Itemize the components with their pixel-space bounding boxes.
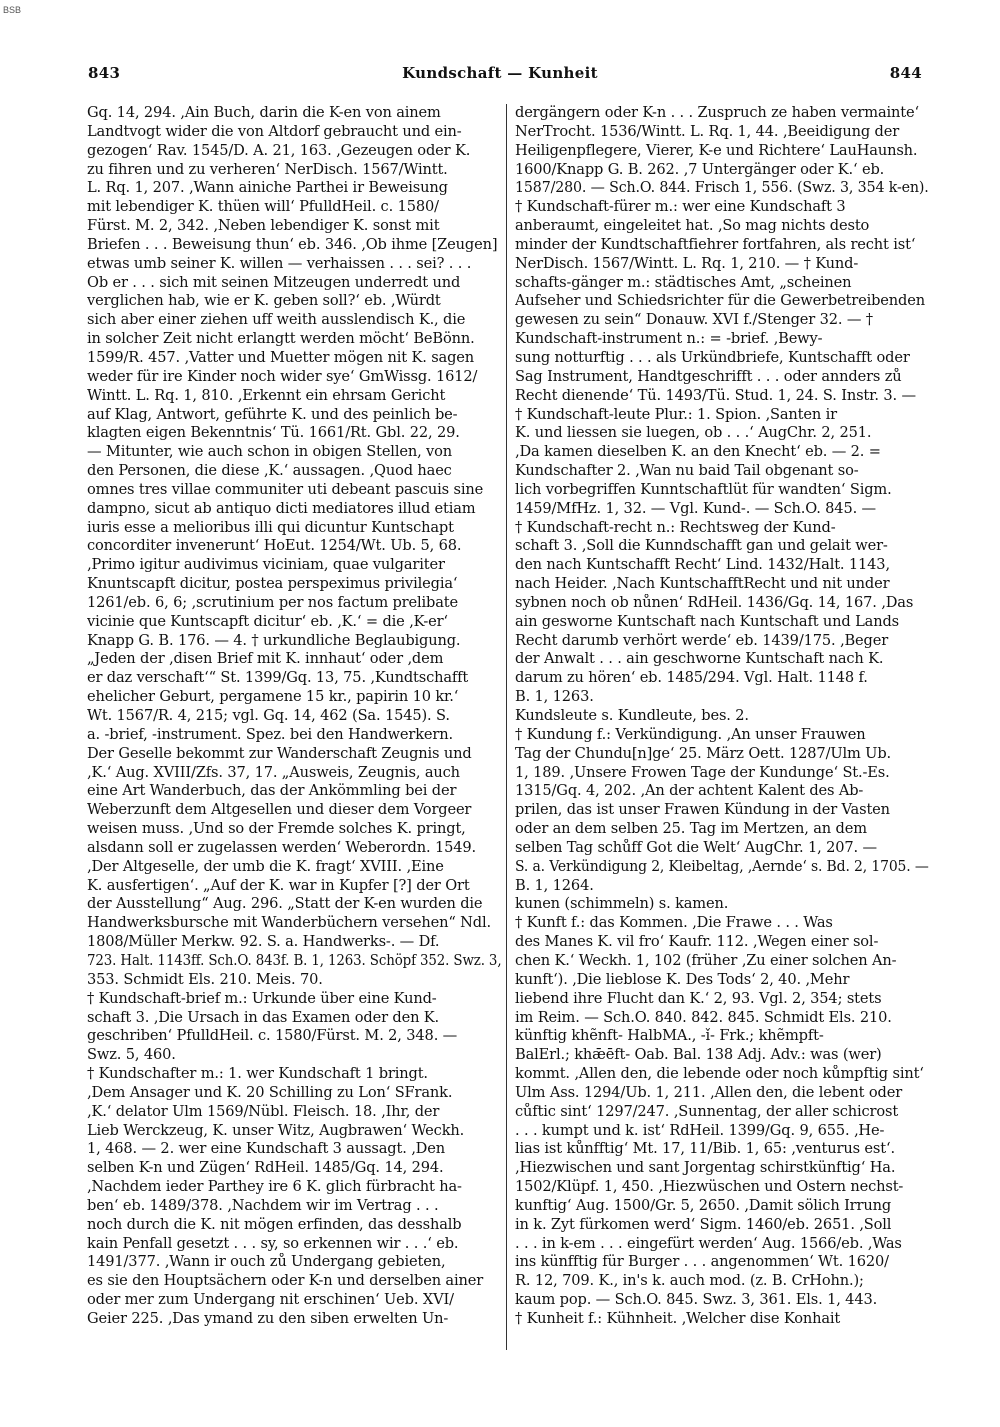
text-line: schaft 3. ‚Soll die Kunndschafft gan und gelait wer- <box>515 537 888 555</box>
text-line: † Kundschaft-brief m.: Urkunde über eine Kund- <box>87 989 437 1007</box>
text-line: in k. Zyt fürkomen werd‘ Sigm. 1460/eb. 2651. ‚Soll <box>515 1215 892 1233</box>
text-line: † Kundschafter m.: 1. wer Kundschaft 1 bringt. <box>87 1065 428 1083</box>
text-line: klagten eigen Bekenntnis‘ Tü. 1661/Rt. Gbl. 22, 29. <box>87 424 460 442</box>
text-line: es sie den Houptsächern oder K-n und derselben ainer <box>87 1272 484 1290</box>
text-line: NerTrocht. 1536/Wintt. L. Rq. 1, 44. ‚Beeidigung der <box>515 122 900 140</box>
text-line: selben Tag schůff Got die Welt‘ AugChr. 1, 207. — <box>515 838 877 856</box>
text-line: des Manes K. vil fro‘ Kaufr. 112. ‚Wegen einer sol- <box>515 933 879 951</box>
text-line: vicinie que Kuntscapft dicitur‘ eb. ‚K.‘ = die ‚K-er‘ <box>87 612 448 630</box>
text-line: chen K.‘ Weckh. 1, 102 (früher ‚Zu einer solchen An- <box>515 951 897 969</box>
text-line: Kundsleute s. Kundleute, bes. 2. <box>515 707 749 724</box>
text-line: Kundschafter 2. ‚Wan nu baid Tail obgenant so- <box>515 462 859 480</box>
text-line: ‚Hiezwischen und sant Jorgentag schirstkünftig‘ Ha. <box>515 1159 896 1177</box>
text-line: zu fihren und zu verheren‘ NerDisch. 1567/Wintt. <box>87 160 448 178</box>
text-line: S. a. Verkündigung 2, Kleibeltag, ‚Aernde‘ s. Bd. 2, 1705. — <box>515 857 929 875</box>
text-line: 1599/R. 457. ‚Vatter und Muetter mögen nit K. sagen <box>87 348 475 366</box>
text-line: Knuntscapft dicitur, postea perspeximus privilegia‘ <box>87 575 458 593</box>
text-line: Gq. 14, 294. ‚Ain Buch, darin die K-en von ainem <box>87 104 441 121</box>
text-line: K. ausfertigen‘. „Auf der K. war in Kupfer [?] der Ort <box>87 876 470 894</box>
text-line: 353. Schmidt Els. 210. Meis. 70. <box>87 970 323 988</box>
text-line: Handwerksbursche mit Wanderbüchern versehen“ Ndl. <box>87 914 492 932</box>
text-line: 1261/eb. 6, 6; ‚scrutinium per nos factum prelibate <box>87 593 458 611</box>
text-line: dergängern oder K-n . . . Zuspruch ze haben vermainte‘ <box>515 104 919 121</box>
text-line: sich aber einer ziehen uff weith ausslendisch K., die <box>87 311 466 329</box>
text-line: der Ausstellung“ Aug. 296. „Statt der K-en wurden die <box>87 895 483 913</box>
text-line: nach Heider. ‚Nach KuntschafftRecht und nit under <box>515 575 890 593</box>
text-line: Briefen . . . Beweisung thun‘ eb. 346. ‚Ob ihme [Zeugen] <box>87 235 498 253</box>
text-line: weisen muss. ‚Und so der Fremde solches K. pringt, <box>87 820 466 838</box>
text-line: kain Penfall gesetzt . . . sy, so erkennen wir . . .‘ eb. <box>87 1234 459 1252</box>
text-line: Sag Instrument, Handtgeschrifft . . . oder annders zů <box>515 367 902 385</box>
text-line: geschriben‘ PfulldHeil. c. 1580/Fürst. M. 2, 348. — <box>87 1027 458 1045</box>
text-line: Geier 225. ‚Das ymand zu den siben erwelten Un- <box>87 1310 449 1327</box>
text-line: gezogen‘ Rav. 1545/D. A. 21, 163. ‚Gezeugen oder K. <box>87 141 471 159</box>
text-line: mit lebendiger K. thüen will‘ PfulldHeil. c. 1580/ <box>87 198 439 216</box>
text-line: 723. Halt. 1143ff. Sch.O. 843f. B. 1, 1263. Schöpf 352. Swz. 3, <box>87 951 502 969</box>
text-line: 1, 189. ‚Unsere Frowen Tage der Kundunge‘ St.-Es. <box>515 763 890 781</box>
text-line: oder an dem selben 25. Tag im Mertzen, an dem <box>515 820 867 838</box>
text-line: 1600/Knapp G. B. 262. ‚7 Untergänger oder K.‘ eb. <box>515 160 885 178</box>
text-line: cůftic sint‘ 1297/247. ‚Sunnentag, der aller schicrost <box>515 1102 899 1120</box>
text-line: 1491/377. ‚Wann ir ouch zů Undergang gebieten, <box>87 1253 446 1271</box>
text-line: Tag der Chundu[n]ge‘ 25. März Oett. 1287/Ulm Ub. <box>515 744 892 762</box>
right-page-number: 844 <box>889 64 922 82</box>
text-line: 1502/Klüpf. 1, 450. ‚Hiezwüschen und Ostern nechst- <box>515 1178 904 1196</box>
text-line: den Personen, die diese ‚K.‘ aussagen. ‚Quod haec <box>87 462 452 480</box>
left-text-column <box>87 104 501 1329</box>
text-line: gewesen zu sein“ Donauw. XVI f./Stenger 32. — † <box>515 311 873 329</box>
text-line: † Kundung f.: Verkündigung. ‚An unser Frauwen <box>515 725 866 743</box>
text-line: Recht darumb verhört werde‘ eb. 1439/175. ‚Beger <box>515 631 889 649</box>
text-line: kommt. ‚Allen den, die lebende oder noch kůmpftig sint‘ <box>515 1065 924 1083</box>
text-line: kunft‘). ‚Die lieblose K. Des Tods‘ 2, 40. ‚Mehr <box>515 970 850 988</box>
text-line: 1587/280. — Sch.O. 844. Frisch 1, 556. (Swz. 3, 354 k-en). <box>515 179 929 197</box>
text-line: Weberzunft dem Altgesellen und dieser dem Vorgeer <box>87 801 472 819</box>
text-line: ehelicher Geburt, pergamene 15 kr., papirin 10 kr.‘ <box>87 688 459 706</box>
text-line: kunftig‘ Aug. 1500/Gr. 5, 2650. ‚Damit sölich Irrung <box>515 1196 892 1214</box>
text-line: auf Klag, Antwort, geführte K. und des peinlich be- <box>87 405 458 423</box>
text-line: iuris esse a melioribus illi qui dicuntur Kuntschapt <box>87 518 454 536</box>
text-line: ‚Der Altgeselle, der umb die K. fragt‘ XVIII. ‚Eine <box>87 857 444 875</box>
library-stamp: BSB <box>3 5 22 15</box>
text-line: im Reim. — Sch.O. 840. 842. 845. Schmidt Els. 210. <box>515 1008 892 1026</box>
text-line: NerDisch. 1567/Wintt. L. Rq. 1, 210. — † Kund- <box>515 254 859 272</box>
left-page-number: 843 <box>88 64 121 82</box>
text-line: R. 12, 709. K., in's k. auch mod. (z. B. CrHohn.); <box>515 1272 864 1290</box>
text-line: Recht dienende‘ Tü. 1493/Tü. Stud. 1, 24. S. Instr. 3. — <box>515 386 916 404</box>
text-line: noch durch die K. nit mögen erfinden, das desshalb <box>87 1215 462 1233</box>
text-line: ‚K.‘ Aug. XVIII/Zfs. 37, 17. „Ausweis, Zeugnis, auch <box>87 763 460 781</box>
text-line: Ulm Ass. 1294/Ub. 1, 211. ‚Allen den, die lebent oder <box>515 1083 903 1101</box>
text-line: Lieb Werckzeug, K. unser Witz, Augbrawen‘ Weckh. <box>87 1121 465 1139</box>
text-line: anberaumt, eingeleitet hat. ‚So mag nichts desto <box>515 217 870 235</box>
text-line: † Kundschaft-fürer m.: wer eine Kundschaft 3 <box>515 198 846 216</box>
text-line: künftig khẽnft- HalbMA., -ǐ- Frk.; khẽmpft- <box>515 1027 824 1045</box>
text-line: † Kundschaft-leute Plur.: 1. Spion. ‚Santen ir <box>515 405 837 423</box>
text-line: † Kundschaft-recht n.: Rechtsweg der Kund- <box>515 518 836 536</box>
text-line: Fürst. M. 2, 342. ‚Neben lebendiger K. sonst mit <box>87 217 440 235</box>
running-head-title: Kundschaft — Kunheit <box>402 64 598 82</box>
text-line: ‚Dem Ansager und K. 20 Schilling zu Lon‘ SFrank. <box>87 1083 453 1101</box>
text-line: Ob er . . . sich mit seinen Mitzeugen underredt und <box>87 273 461 291</box>
text-line: B. 1, 1263. <box>515 688 594 706</box>
text-line: Aufseher und Schiedsrichter für die Gewerbetreibenden <box>515 292 925 310</box>
text-line: weder für ire Kinder noch wider sye‘ GmWissg. 1612/ <box>87 367 478 385</box>
text-line: † Kunft f.: das Kommen. ‚Die Frawe . . . Was <box>515 914 833 932</box>
text-line: „Jeden der ‚disen Brief mit K. innhaut‘ oder ‚dem <box>87 650 444 668</box>
text-line: darum zu hören‘ eb. 1485/294. Vgl. Halt. 1148 f. <box>515 669 868 687</box>
text-line: Der Geselle bekommt zur Wanderschaft Zeugnis und <box>87 744 472 762</box>
text-line: ins künfftig für Burger . . . angenommen‘ Wt. 1620/ <box>515 1253 889 1271</box>
text-line: sybnen noch ob nůnen‘ RdHeil. 1436/Gq. 14, 167. ‚Das <box>515 593 914 611</box>
text-line: Heiligenpflegere, Vierer, K-e und Richtere‘ LauHaunsh. <box>515 141 918 159</box>
text-line: Swz. 5, 460. <box>87 1046 176 1064</box>
text-line: 1315/Gq. 4, 202. ‚An der achtent Kalent des Ab- <box>515 782 864 800</box>
text-line: L. Rq. 1, 207. ‚Wann ainiche Parthei ir Beweisung <box>87 179 448 197</box>
text-line: der Anwalt . . . ain geschworne Kuntschaft nach K. <box>515 650 884 668</box>
text-line: dampno, sicut ab antiquo dicti mediatores illud etiam <box>87 499 476 517</box>
text-line: — Mitunter, wie auch schon in obigen Stellen, von <box>87 443 453 461</box>
text-line: † Kunheit f.: Kühnheit. ‚Welcher dise Konhait <box>515 1310 841 1327</box>
text-line: ain gesworne Kuntschaft nach Kuntschaft und Lands <box>515 612 899 630</box>
text-line: ben‘ eb. 1489/378. ‚Nachdem wir im Vertrag . . . <box>87 1196 439 1214</box>
text-line: ‚Da kamen dieselben K. an den Knecht‘ eb. — 2. = <box>515 443 881 461</box>
text-line: 1459/MfHz. 1, 32. — Vgl. Kund-. — Sch.O. 845. — <box>515 499 877 517</box>
text-line: K. und liessen sie luegen, ob . . .‘ AugChr. 2, 251. <box>515 424 872 442</box>
text-line: prilen, das ist unser Frawen Kündung in der Vasten <box>515 801 890 819</box>
text-line: BalErl.; khǣēft- Oab. Bal. 138 Adj. Adv.: was (wer) <box>515 1046 882 1064</box>
text-line: verglichen hab, wie er K. geben soll?‘ eb. ‚Würdt <box>87 292 441 310</box>
text-line: in solcher Zeit nicht erlangtt werden möcht‘ BeBönn. <box>87 330 475 348</box>
text-line: kaum pop. — Sch.O. 845. Swz. 3, 361. Els. 1, 443. <box>515 1291 878 1309</box>
text-line: 1808/Müller Merkw. 92. S. a. Handwerks-. — Df. <box>87 933 440 951</box>
text-line: ‚Nachdem ieder Parthey ire 6 K. glich fürbracht ha- <box>87 1178 462 1196</box>
text-line: omnes tres villae communiter uti debeant pascuis sine <box>87 480 484 498</box>
text-line: 1, 468. — 2. wer eine Kundschaft 3 aussagt. ‚Den <box>87 1140 445 1158</box>
text-line: . . . in k-em . . . eingefürt werden‘ Aug. 1566/eb. ‚Was <box>515 1234 902 1252</box>
column-divider <box>506 104 507 1350</box>
text-line: . . . kumpt und k. ist‘ RdHeil. 1399/Gq. 9, 655. ‚He- <box>515 1121 885 1139</box>
text-line: Wintt. L. Rq. 1, 810. ‚Erkennt ein ehrsam Gericht <box>87 386 446 404</box>
text-line: Landtvogt wider die von Altdorf gebraucht und ein- <box>87 122 462 140</box>
text-line: schaft 3. ‚Die Ursach in das Examen oder den K. <box>87 1008 440 1026</box>
text-line: Kundschaft-instrument n.: = -brief. ‚Bewy- <box>515 330 823 348</box>
text-line: ‚K.‘ delator Ulm 1569/Nübl. Fleisch. 18. ‚Ihr, der <box>87 1102 440 1120</box>
text-line: eine Art Wanderbuch, das der Ankömmling bei der <box>87 782 457 800</box>
text-line: Wt. 1567/R. 4, 215; vgl. Gq. 14, 462 (Sa. 1545). S. <box>87 707 450 724</box>
text-line: liebend ihre Flucht dan K.‘ 2, 93. Vgl. 2, 354; stets <box>515 989 882 1007</box>
text-line: etwas umb seiner K. willen — verhaissen . . . sei? . . . <box>87 254 472 272</box>
text-line: kunen (schimmeln) s. kamen. <box>515 895 729 913</box>
text-line: alsdann soll er zugelassen werden‘ Weberordn. 1549. <box>87 838 476 856</box>
text-line: sung notturftig . . . als Urkündbriefe, Kuntschafft oder <box>515 348 910 366</box>
text-line: selben K-n und Zügen‘ RdHeil. 1485/Gq. 14, 294. <box>87 1159 444 1177</box>
text-line: Knapp G. B. 176. — 4. † urkundliche Beglaubigung. <box>87 631 461 649</box>
text-line: schafts-gänger m.: städtisches Amt, „scheinen <box>515 273 852 291</box>
text-line: B. 1, 1264. <box>515 876 594 894</box>
text-line: oder mer zum Undergang nit erschinen‘ Ueb. XVI/ <box>87 1291 454 1309</box>
text-line: lich vorbegriffen Kunntschaftlüt für wandten‘ Sigm. <box>515 480 892 498</box>
text-line: a. -brief, -instrument. Spez. bei den Handwerkern. <box>87 725 453 743</box>
text-line: er daz verschaft‘“ St. 1399/Gq. 13, 75. ‚Kundtschafft <box>87 669 469 687</box>
text-line: minder der Kundtschaftfiehrer fortfahren, als recht ist‘ <box>515 235 916 253</box>
text-line: ‚Primo igitur audivimus viciniam, quae vulgariter <box>87 556 445 574</box>
text-line: concorditer invenerunt‘ HoEut. 1254/Wt. Ub. 5, 68. <box>87 537 462 555</box>
text-line: lias ist kůnfftig‘ Mt. 17, 11/Bib. 1, 65: ‚venturus est‘. <box>515 1140 895 1158</box>
right-text-column <box>515 104 929 1329</box>
text-line: den nach Kuntschafft Recht‘ Lind. 1432/Halt. 1143, <box>515 556 890 574</box>
